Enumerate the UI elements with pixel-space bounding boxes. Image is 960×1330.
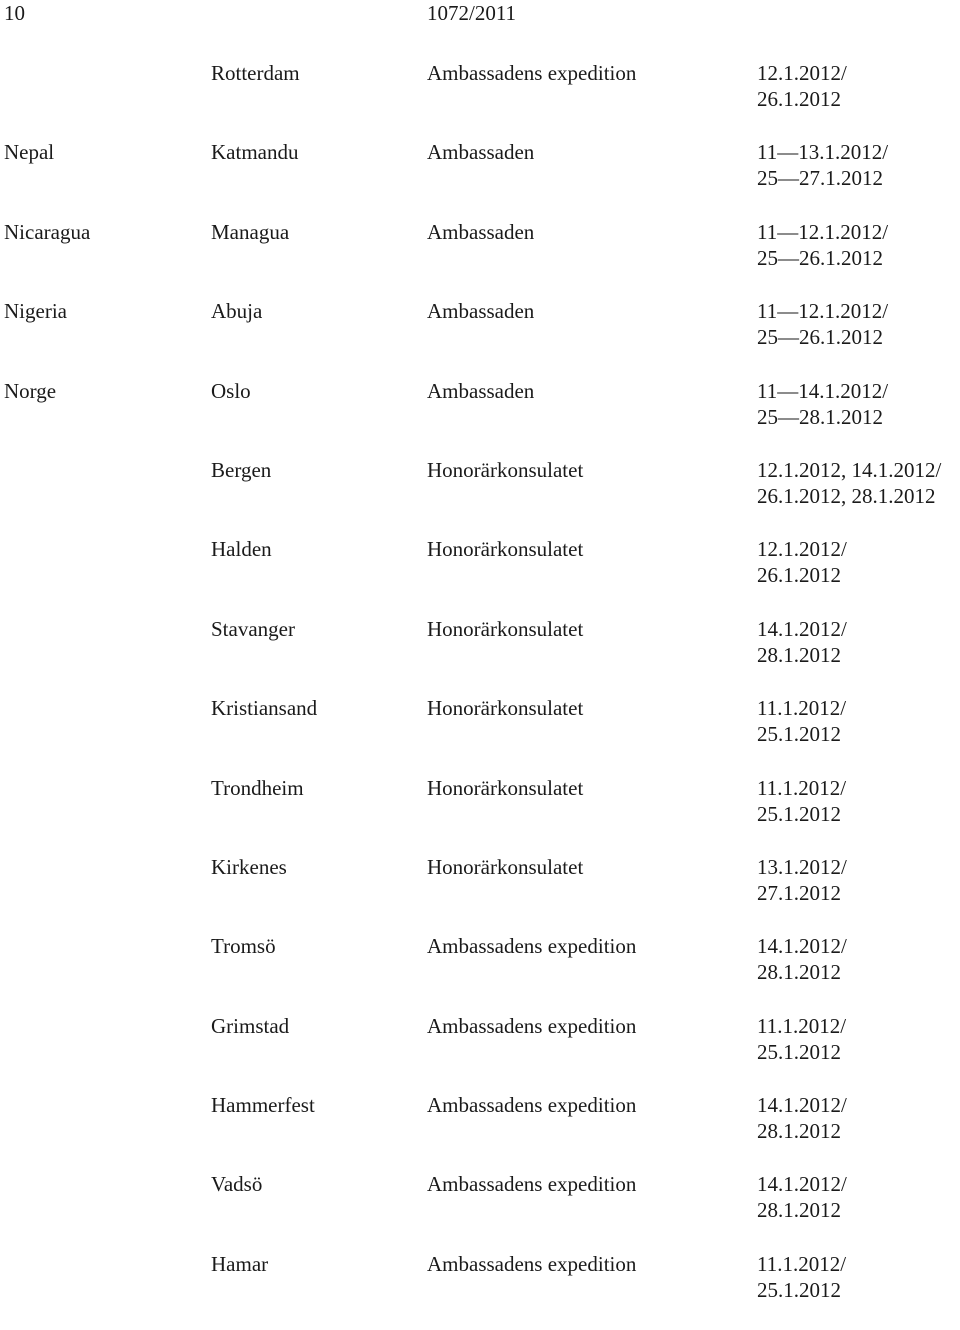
dates-cell bbox=[757, 1251, 846, 1303]
dates-line-1: 11—12.1.2012/ bbox=[757, 299, 889, 324]
dates-line-1: 11.1.2012/ bbox=[757, 775, 847, 800]
city-cell: Hammerfest bbox=[211, 1093, 315, 1118]
dates-cell bbox=[757, 60, 847, 112]
dates-line-2: 25.1.2012 bbox=[757, 1039, 841, 1064]
dates-line-2: 25—27.1.2012 bbox=[757, 166, 883, 191]
city-cell: Bergen bbox=[211, 457, 272, 482]
table-row bbox=[0, 139, 960, 218]
city-cell: Vadsö bbox=[211, 1172, 263, 1197]
dates-cell bbox=[757, 775, 846, 827]
country-cell: Nepal bbox=[4, 140, 55, 165]
dates-line-1: 12.1.2012/ bbox=[757, 537, 847, 562]
dates-line-2: 28.1.2012 bbox=[757, 960, 841, 985]
office-cell: Ambassadens expedition bbox=[427, 934, 637, 959]
table-row bbox=[0, 536, 960, 615]
dates-line-2: 28.1.2012 bbox=[757, 642, 841, 667]
table-row bbox=[0, 1013, 960, 1092]
dates-cell bbox=[757, 1013, 846, 1065]
dates-cell bbox=[757, 219, 888, 271]
dates-line-1: 14.1.2012/ bbox=[757, 1093, 847, 1118]
office-cell: Honorärkonsulatet bbox=[427, 775, 584, 800]
dates-line-1: 12.1.2012, 14.1.2012/ bbox=[757, 457, 942, 482]
city-cell: Hamar bbox=[211, 1251, 269, 1276]
city-cell: Managua bbox=[211, 219, 290, 244]
office-cell: Ambassaden bbox=[427, 219, 535, 244]
office-cell: Honorärkonsulatet bbox=[427, 696, 584, 721]
city-cell: Tromsö bbox=[211, 934, 276, 959]
dates-cell bbox=[757, 139, 888, 191]
city-cell: Oslo bbox=[211, 378, 251, 403]
dates-cell bbox=[757, 695, 846, 747]
city-cell: Abuja bbox=[211, 299, 263, 324]
dates-line-2: 28.1.2012 bbox=[757, 1119, 841, 1144]
dates-line-2: 26.1.2012 bbox=[757, 563, 841, 588]
dates-line-1: 11.1.2012/ bbox=[757, 696, 847, 721]
dates-line-2: 26.1.2012, 28.1.2012 bbox=[757, 483, 936, 508]
embassy-table bbox=[0, 60, 960, 1330]
dates-line-1: 11.1.2012/ bbox=[757, 1251, 847, 1276]
dates-line-2: 26.1.2012 bbox=[757, 87, 841, 111]
table-row bbox=[0, 1092, 960, 1171]
dates-line-2: 25.1.2012 bbox=[757, 801, 841, 826]
dates-cell bbox=[757, 536, 847, 588]
dates-line-1: 13.1.2012/ bbox=[757, 854, 847, 879]
dates-line-1: 11—13.1.2012/ bbox=[757, 140, 889, 165]
city-cell: Grimstad bbox=[211, 1013, 290, 1038]
city-cell: Trondheim bbox=[211, 775, 304, 800]
office-cell: Ambassaden bbox=[427, 378, 535, 403]
dates-cell bbox=[757, 616, 847, 668]
city-cell: Katmandu bbox=[211, 140, 299, 165]
dates-line-2: 28.1.2012 bbox=[757, 1198, 841, 1223]
office-cell: Ambassadens expedition bbox=[427, 1251, 637, 1276]
dates-line-2: 25.1.2012 bbox=[757, 1277, 841, 1302]
country-cell: Nigeria bbox=[4, 299, 67, 324]
dates-line-2: 27.1.2012 bbox=[757, 880, 841, 905]
dates-cell bbox=[757, 1171, 847, 1223]
page-number: 10 bbox=[4, 1, 25, 25]
table-row bbox=[0, 854, 960, 933]
dates-line-2: 25—26.1.2012 bbox=[757, 325, 883, 350]
table-row bbox=[0, 616, 960, 695]
dates-cell bbox=[757, 1092, 847, 1144]
dates-line-1: 14.1.2012/ bbox=[757, 934, 847, 959]
office-cell: Ambassaden bbox=[427, 299, 535, 324]
dates-line-2: 25.1.2012 bbox=[757, 722, 841, 747]
page-header bbox=[0, 0, 960, 30]
city-cell: Stavanger bbox=[211, 616, 295, 641]
country-cell: Norge bbox=[4, 378, 57, 403]
office-cell: Ambassadens expedition bbox=[427, 1172, 637, 1197]
dates-cell bbox=[757, 378, 888, 430]
office-cell: Ambassaden bbox=[427, 140, 535, 165]
table-row bbox=[0, 933, 960, 1012]
dates-line-2: 25—26.1.2012 bbox=[757, 245, 883, 270]
city-cell: Rotterdam bbox=[211, 61, 300, 85]
table-row bbox=[0, 457, 960, 536]
office-cell: Honorärkonsulatet bbox=[427, 537, 584, 562]
city-cell: Halden bbox=[211, 537, 272, 562]
table-row bbox=[0, 1171, 960, 1250]
country-cell: Nicaragua bbox=[4, 219, 91, 244]
table-row bbox=[0, 378, 960, 457]
table-row bbox=[0, 775, 960, 854]
dates-cell bbox=[757, 854, 847, 906]
dates-cell bbox=[757, 457, 941, 509]
table-row bbox=[0, 695, 960, 774]
office-cell: Ambassadens expedition bbox=[427, 1013, 637, 1038]
document-reference: 1072/2011 bbox=[427, 1, 517, 25]
dates-line-1: 11.1.2012/ bbox=[757, 1013, 847, 1038]
table-row bbox=[0, 219, 960, 298]
table-row bbox=[0, 60, 960, 139]
office-cell: Honorärkonsulatet bbox=[427, 457, 584, 482]
office-cell: Honorärkonsulatet bbox=[427, 616, 584, 641]
office-cell: Ambassadens expedition bbox=[427, 61, 637, 85]
table-row bbox=[0, 1251, 960, 1330]
dates-line-1: 14.1.2012/ bbox=[757, 616, 847, 641]
dates-line-1: 12.1.2012/ bbox=[757, 61, 847, 85]
dates-cell bbox=[757, 933, 847, 985]
office-cell: Honorärkonsulatet bbox=[427, 854, 584, 879]
dates-line-1: 11—12.1.2012/ bbox=[757, 219, 889, 244]
dates-cell bbox=[757, 298, 888, 350]
table-row bbox=[0, 298, 960, 377]
city-cell: Kristiansand bbox=[211, 696, 318, 721]
city-cell: Kirkenes bbox=[211, 854, 287, 879]
dates-line-1: 11—14.1.2012/ bbox=[757, 378, 889, 403]
dates-line-2: 25—28.1.2012 bbox=[757, 404, 883, 429]
dates-line-1: 14.1.2012/ bbox=[757, 1172, 847, 1197]
office-cell: Ambassadens expedition bbox=[427, 1093, 637, 1118]
